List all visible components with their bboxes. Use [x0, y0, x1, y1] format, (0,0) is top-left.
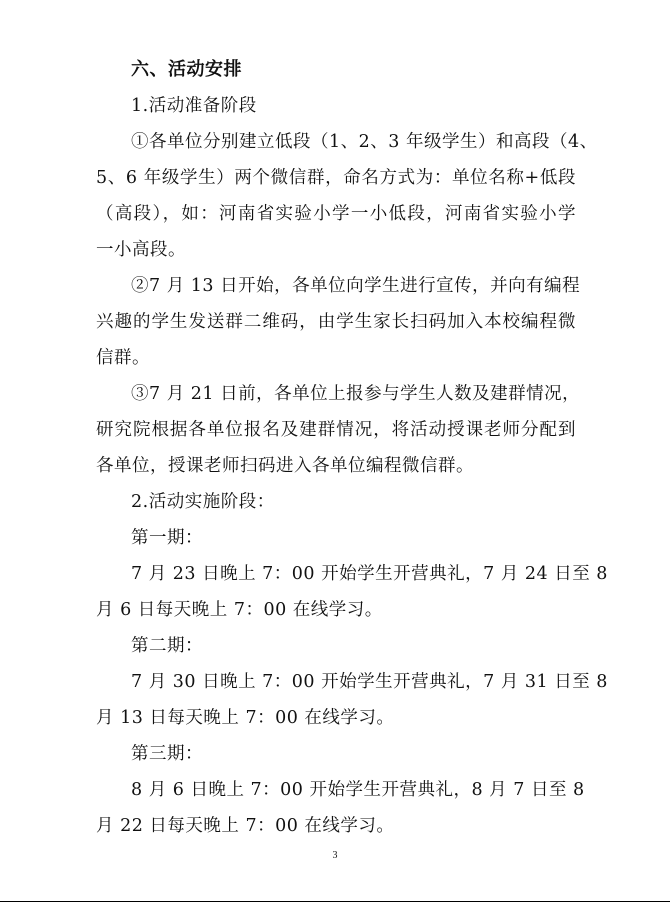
- p3-line-3: 各单位，授课老师扫码进入各单位编程微信群。: [96, 456, 474, 476]
- p2-line-3: 信群。: [96, 348, 150, 368]
- period3-line-2: 月 22 日每天晚上 7：00 在线学习。: [96, 816, 395, 836]
- p1-line-3: （高段），如：河南省实验小学一小低段，河南省实验小学: [96, 204, 576, 224]
- period3-line-1: 8 月 6 日晚上 7：00 开始学生开营典礼，8 月 7 日至 8: [131, 780, 585, 800]
- period1-line-2: 月 6 日每天晚上 7：00 在线学习。: [96, 600, 383, 620]
- p2-line-2: 兴趣的学生发送群二维码，由学生家长扫码加入本校编程微: [96, 312, 576, 332]
- p3-line-2: 研究院根据各单位报名及建群情况，将活动授课老师分配到: [96, 420, 576, 440]
- p3-line-1: ③7 月 21 日前，各单位上报参与学生人数及建群情况，: [131, 384, 581, 404]
- period2-line-2: 月 13 日每天晚上 7：00 在线学习。: [96, 708, 395, 728]
- page-number: 3: [332, 850, 338, 861]
- p1-line-1: ①各单位分别建立低段（1、2、3 年级学生）和高段（4、: [131, 132, 598, 152]
- period3-title: 第三期：: [131, 744, 203, 764]
- period2-line-1: 7 月 30 日晚上 7：00 开始学生开营典礼，7 月 31 日至 8: [131, 672, 608, 692]
- period2-title: 第二期：: [131, 636, 203, 656]
- stage2-title: 2.活动实施阶段：: [131, 492, 275, 512]
- period1-title: 第一期：: [131, 528, 203, 548]
- period1-line-1: 7 月 23 日晚上 7：00 开始学生开营典礼，7 月 24 日至 8: [131, 564, 608, 584]
- section-heading: 六、活动安排: [131, 59, 242, 80]
- p2-line-1: ②7 月 13 日开始，各单位向学生进行宣传，并向有编程: [131, 276, 581, 296]
- p1-line-2: 5、6 年级学生）两个微信群，命名方式为：单位名称+低段: [96, 168, 576, 188]
- stage1-title: 1.活动准备阶段: [131, 96, 257, 116]
- p1-line-4: 一小高段。: [96, 240, 186, 260]
- page-bottom-rule: [0, 901, 670, 902]
